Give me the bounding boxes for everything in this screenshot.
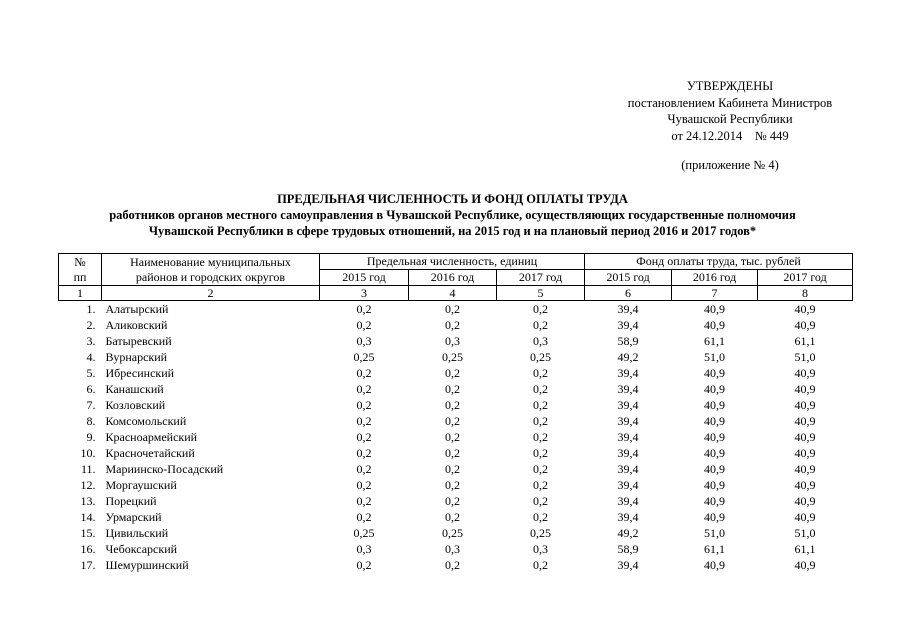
fund-2017: 40,9 [794,446,816,460]
headcount-2017: 0,2 [533,382,548,396]
data-table [58,253,853,573]
fund-2016: 40,9 [704,398,726,412]
district-name: Моргаушский [105,478,177,492]
headcount-2017: 0,2 [533,430,548,444]
fund-2015: 39,4 [617,302,639,316]
headcount-2015: 0,2 [356,558,372,572]
approval-line: Чувашской Республики [667,112,793,126]
col-header-year: 2017 год [758,270,853,286]
col-number: 3 [320,286,409,301]
col-header-number [59,254,102,286]
row-number: 9. [86,430,96,444]
headcount-2015: 0,2 [356,510,372,524]
table-row [59,301,853,318]
district-name: Красноармейский [105,430,198,444]
headcount-2017: 0,3 [533,542,548,556]
headcount-2015: 0,2 [356,318,372,332]
district-name: Урмарский [105,510,162,524]
district-name: Батыревский [105,334,172,348]
headcount-2015: 0,2 [356,398,372,412]
headcount-2016: 0,2 [445,558,460,572]
fund-2016: 40,9 [704,414,726,428]
headcount-2016: 0,2 [445,494,460,508]
fund-2016: 40,9 [704,494,726,508]
headcount-2015: 0,25 [353,526,375,540]
fund-2015: 39,4 [617,478,639,492]
row-number: 8. [86,414,96,428]
headcount-2017: 0,2 [533,478,548,492]
headcount-2016: 0,2 [445,478,460,492]
fund-2016: 40,9 [704,318,726,332]
table-row [59,317,853,333]
district-name: Порецкий [105,494,157,508]
fund-2017: 40,9 [794,510,816,524]
fund-2015: 58,9 [617,334,639,348]
title-sub: работников органов местного самоуправления в Чувашской Республике, осуществляющих государственные полномочия [109,208,796,222]
row-number: 5. [86,366,96,380]
col-header-year: 2016 год [409,270,497,286]
headcount-2015: 0,2 [356,414,372,428]
table-row [59,365,853,381]
fund-2017: 40,9 [794,382,816,396]
approval-heading: УТВЕРЖДЕНЫ [686,79,774,93]
fund-2015: 39,4 [617,430,639,444]
table-row [59,333,853,349]
header-text: Наименование муниципальных [130,254,291,269]
header-text: пп [73,269,87,284]
row-number: 14. [80,510,96,524]
table-row [59,381,853,397]
row-number: 4. [86,350,96,364]
fund-2017: 40,9 [794,462,816,476]
header-text: № [74,254,86,269]
table-row [59,557,853,573]
document-title [20,191,885,239]
row-number: 6. [86,382,96,396]
fund-2015: 39,4 [617,510,639,524]
fund-2015: 58,9 [617,542,639,556]
fund-2015: 39,4 [617,414,639,428]
fund-2017: 40,9 [794,414,816,428]
col-header-name [102,254,320,286]
col-number: 4 [409,286,497,301]
fund-2015: 39,4 [617,462,639,476]
district-name: Ибресинский [105,366,175,380]
fund-2015: 49,2 [617,526,639,540]
table-row [59,429,853,445]
fund-2016: 40,9 [704,302,726,316]
district-name: Чебоксарский [105,542,178,556]
district-name: Канашский [105,382,164,396]
headcount-2017: 0,25 [530,526,551,540]
title-main: ПРЕДЕЛЬНАЯ ЧИСЛЕННОСТЬ И ФОНД ОПЛАТЫ ТРУДА [277,192,628,206]
fund-2017: 40,9 [794,366,816,380]
headcount-2016: 0,2 [445,302,460,316]
header-text: районов и городских округов [135,269,286,284]
fund-2017: 40,9 [794,318,816,332]
table-row [59,461,853,477]
fund-2015: 49,2 [617,350,639,364]
col-number: 8 [758,286,853,301]
fund-2016: 40,9 [704,478,726,492]
fund-2017: 51,0 [794,350,816,364]
table-row [59,493,853,509]
district-name: Аликовский [105,318,168,332]
row-number: 7. [86,398,96,412]
row-number: 10. [80,446,96,460]
col-number: 2 [102,286,320,301]
row-number: 17. [80,558,96,572]
headcount-2016: 0,2 [445,446,460,460]
headcount-2015: 0,2 [356,430,372,444]
row-number: 16. [80,542,96,556]
approval-date: от 24.12.2014 № 449 [671,128,789,143]
district-name: Вурнарский [105,350,168,364]
fund-2016: 40,9 [704,430,726,444]
fund-2016: 40,9 [704,446,726,460]
headcount-2016: 0,2 [445,366,460,380]
headcount-2015: 0,2 [356,382,372,396]
headcount-2015: 0,2 [356,366,372,380]
district-name: Мариинско-Посадский [105,462,224,476]
table-row [59,349,853,365]
fund-2016: 40,9 [704,462,726,476]
headcount-2016: 0,3 [445,334,460,348]
fund-2015: 39,4 [617,446,639,460]
fund-2016: 51,0 [704,526,726,540]
headcount-2017: 0,2 [533,398,548,412]
headcount-2017: 0,2 [533,366,548,380]
fund-2017: 40,9 [794,430,816,444]
headcount-2015: 0,2 [356,302,372,316]
headcount-2017: 0,2 [533,318,548,332]
district-name: Шемуршинский [105,558,189,572]
col-header-fund: Фонд оплаты труда, тыс. рублей [585,254,853,270]
table-row [59,445,853,461]
headcount-2016: 0,2 [445,510,460,524]
col-header-year: 2015 год [320,270,409,286]
table-row [59,525,853,541]
fund-2017: 40,9 [794,478,816,492]
fund-2015: 39,4 [617,318,639,332]
headcount-2016: 0,2 [445,414,460,428]
fund-2016: 61,1 [704,542,726,556]
col-number: 7 [672,286,758,301]
headcount-2017: 0,2 [533,446,548,460]
fund-2016: 40,9 [704,366,726,380]
table-row [59,509,853,525]
headcount-2016: 0,2 [445,430,460,444]
headcount-2017: 0,2 [533,494,548,508]
col-number: 6 [585,286,672,301]
annex-note: (приложение № 4) [681,158,779,172]
row-number: 12. [80,478,96,492]
headcount-2017: 0,2 [533,510,548,524]
district-name: Комсомольский [105,414,187,428]
row-number: 11. [80,462,96,476]
table-body [59,301,853,574]
table-row [59,477,853,493]
headcount-2015: 0,3 [356,542,372,556]
approval-block [560,78,900,144]
fund-2015: 39,4 [617,398,639,412]
fund-2016: 40,9 [704,382,726,396]
headcount-2016: 0,2 [445,318,460,332]
headcount-2017: 0,25 [530,350,551,364]
table-row [59,413,853,429]
headcount-2016: 0,25 [442,350,463,364]
headcount-2015: 0,25 [353,350,375,364]
district-name: Красночетайский [105,446,195,460]
headcount-2017: 0,2 [533,462,548,476]
fund-2015: 39,4 [617,494,639,508]
row-number: 1. [86,302,96,316]
fund-2017: 40,9 [794,302,816,316]
headcount-2015: 0,2 [356,478,372,492]
approval-line: постановлением Кабинета Министров [627,95,833,110]
fund-2017: 51,0 [794,526,816,540]
headcount-2015: 0,2 [356,494,372,508]
fund-2015: 39,4 [617,382,639,396]
headcount-2017: 0,2 [533,414,548,428]
headcount-2015: 0,3 [356,334,372,348]
fund-2017: 40,9 [794,494,816,508]
headcount-2017: 0,3 [533,334,548,348]
fund-2017: 61,1 [794,542,816,556]
col-number: 5 [497,286,585,301]
district-name: Цивильский [105,526,169,540]
headcount-2015: 0,2 [356,462,372,476]
district-name: Алатырский [105,302,169,316]
col-header-year: 2017 год [497,270,585,286]
headcount-2017: 0,2 [533,558,548,572]
headcount-2017: 0,2 [533,302,548,316]
headcount-2016: 0,2 [445,462,460,476]
col-header-headcount: Предельная численность, единиц [320,254,585,270]
fund-2017: 40,9 [794,558,816,572]
district-name: Козловский [105,398,166,412]
row-number: 3. [86,334,96,348]
fund-2017: 61,1 [794,334,816,348]
fund-2015: 39,4 [617,558,639,572]
col-header-year: 2015 год [585,270,672,286]
headcount-2016: 0,2 [445,398,460,412]
fund-2017: 40,9 [794,398,816,412]
row-number: 15. [80,526,96,540]
headcount-2016: 0,25 [442,526,463,540]
headcount-2016: 0,2 [445,382,460,396]
table-row [59,397,853,413]
headcount-2016: 0,3 [445,542,460,556]
fund-2016: 40,9 [704,510,726,524]
fund-2015: 39,4 [617,366,639,380]
row-number: 13. [80,494,96,508]
col-header-year: 2016 год [672,270,758,286]
headcount-2015: 0,2 [356,446,372,460]
fund-2016: 51,0 [704,350,726,364]
row-number: 2. [86,318,96,332]
title-sub: Чувашской Республики в сфере трудовых отношений, на 2015 год и на плановый период 2016 и 2017 годов* [148,224,757,238]
fund-2016: 61,1 [704,334,726,348]
fund-2016: 40,9 [704,558,726,572]
col-number: 1 [59,286,102,301]
table-row [59,541,853,557]
